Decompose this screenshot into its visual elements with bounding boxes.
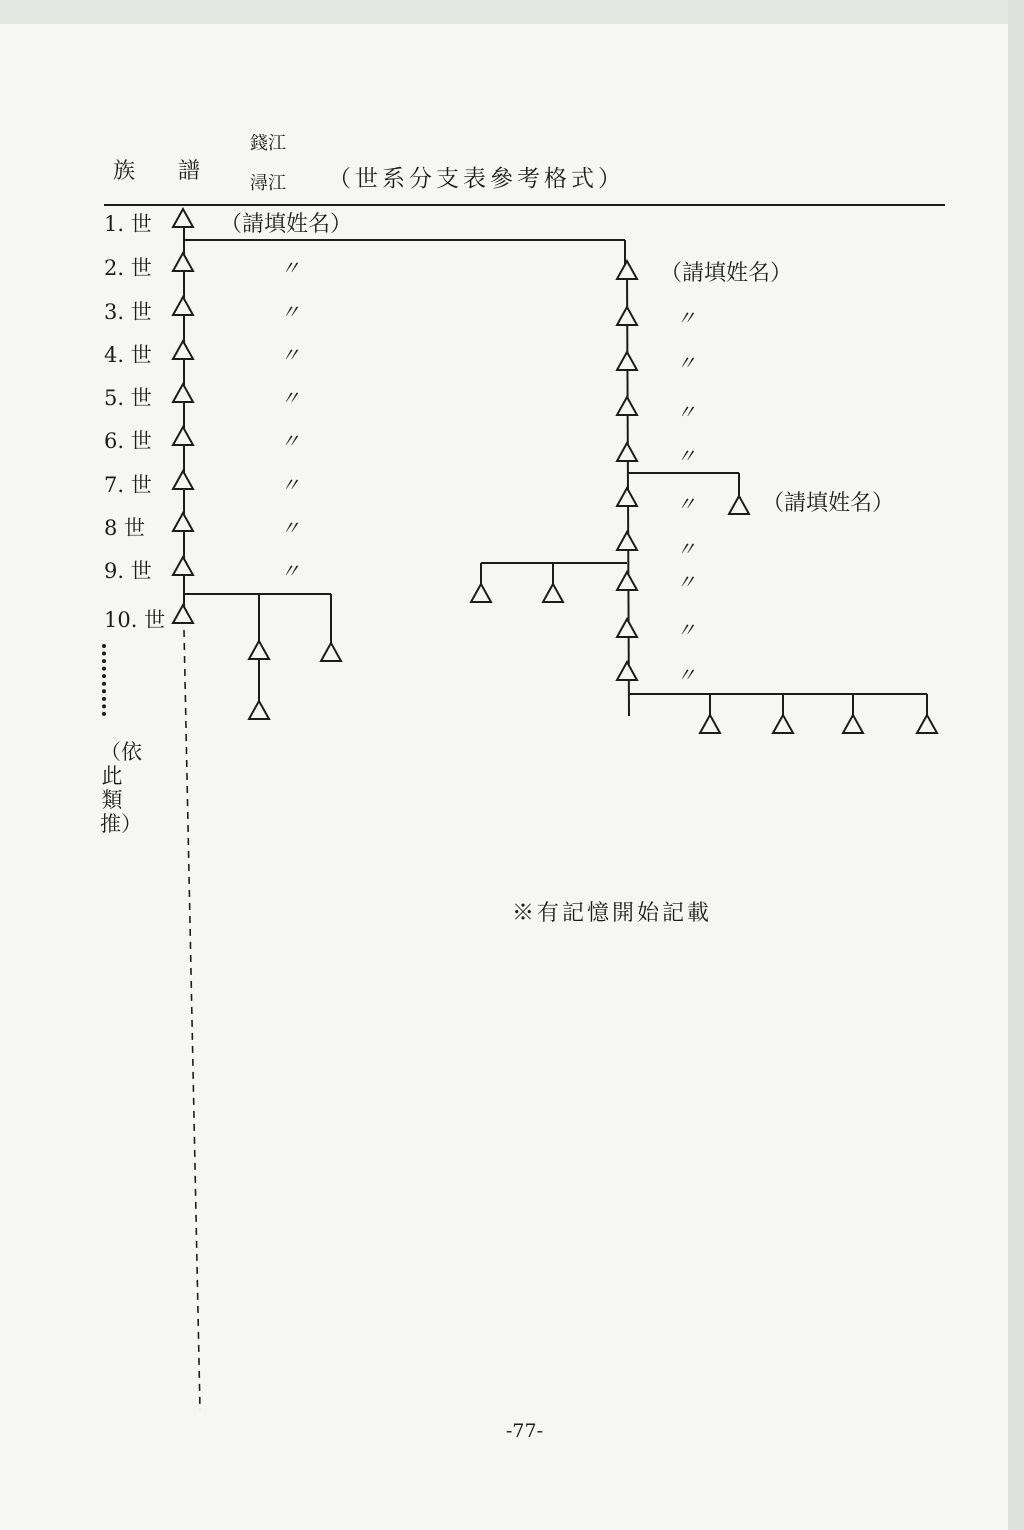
- subtitle: （世系分支表參考格式）: [328, 166, 625, 192]
- ditto-mark: 〃: [676, 570, 696, 594]
- person-node-triangle: [917, 715, 937, 733]
- ditto-mark: 〃: [676, 306, 696, 330]
- clan-name-top: 錢江: [250, 133, 286, 154]
- ditto-mark: 〃: [280, 343, 300, 367]
- person-node-triangle: [729, 496, 749, 514]
- person-node-triangle: [173, 253, 193, 271]
- person-node-triangle: [173, 557, 193, 575]
- ditto-mark: 〃: [676, 537, 696, 561]
- ditto-mark: 〃: [280, 386, 300, 410]
- continuation-vertical-text: （依此類推）: [100, 740, 142, 836]
- gen-label-3: 3. 世: [104, 300, 152, 324]
- ditto-mark: 〃: [280, 429, 300, 453]
- continuation-dashed-line: [184, 630, 200, 1410]
- ditto-mark: 〃: [280, 473, 300, 497]
- person-node-triangle: [617, 532, 637, 550]
- ditto-mark: 〃: [280, 559, 300, 583]
- person-node-triangle: [173, 427, 193, 445]
- person-node-triangle: [173, 209, 193, 227]
- gen-label-4: 4. 世: [104, 343, 152, 367]
- person-node-triangle: [173, 341, 193, 359]
- person-node-triangle: [543, 584, 563, 602]
- gen-label-9: 9. 世: [104, 559, 152, 583]
- person-node-triangle: [617, 619, 637, 637]
- person-node-triangle: [773, 715, 793, 733]
- person-node-triangle: [617, 397, 637, 415]
- person-node-triangle: [173, 297, 193, 315]
- person-node-triangle: [173, 471, 193, 489]
- person-node-triangle: [617, 443, 637, 461]
- person-node-triangle: [173, 605, 193, 623]
- person-node-triangle: [617, 488, 637, 506]
- person-node-triangle: [173, 513, 193, 531]
- gen-label-10: 10. 世: [104, 608, 166, 632]
- person-node-triangle: [617, 662, 637, 680]
- person-node-triangle: [321, 643, 341, 661]
- person-node-triangle: [249, 641, 269, 659]
- gen-label-2: 2. 世: [104, 256, 152, 280]
- gen-label-1: 1. 世: [104, 212, 152, 236]
- ditto-mark: 〃: [676, 618, 696, 642]
- person-node-triangle: [617, 261, 637, 279]
- ditto-mark: 〃: [280, 256, 300, 280]
- title-char-2: 譜: [178, 159, 201, 184]
- ditto-mark: 〃: [676, 492, 696, 516]
- gen-label-5: 5. 世: [104, 386, 152, 410]
- ditto-mark: 〃: [676, 663, 696, 687]
- ditto-mark: 〃: [280, 300, 300, 324]
- name-placeholder-sub-branch: （請填姓名）: [762, 491, 895, 516]
- person-node-triangle: [249, 701, 269, 719]
- ditto-mark: 〃: [676, 351, 696, 375]
- gen-label-6: 6. 世: [104, 429, 152, 453]
- person-node-triangle: [173, 384, 193, 402]
- person-node-triangle: [617, 352, 637, 370]
- ditto-mark: 〃: [676, 444, 696, 468]
- name-placeholder-main: （請填姓名）: [220, 212, 353, 237]
- person-node-triangle: [700, 715, 720, 733]
- ditto-mark: 〃: [280, 516, 300, 540]
- person-node-triangle: [471, 584, 491, 602]
- gen-label-7: 7. 世: [104, 473, 152, 497]
- page-number: -77-: [506, 1420, 544, 1442]
- clan-name-bottom: 潯江: [250, 173, 286, 194]
- ditto-mark: 〃: [676, 400, 696, 424]
- person-node-triangle: [843, 715, 863, 733]
- gen-label-8: 8 世: [104, 516, 146, 540]
- name-placeholder-branch: （請填姓名）: [660, 261, 793, 286]
- person-node-triangle: [617, 572, 637, 590]
- record-note: ※有記憶開始記載: [512, 901, 713, 926]
- title-char-1: 族: [113, 159, 142, 184]
- person-node-triangle: [617, 307, 637, 325]
- continuation-dots: [102, 644, 120, 716]
